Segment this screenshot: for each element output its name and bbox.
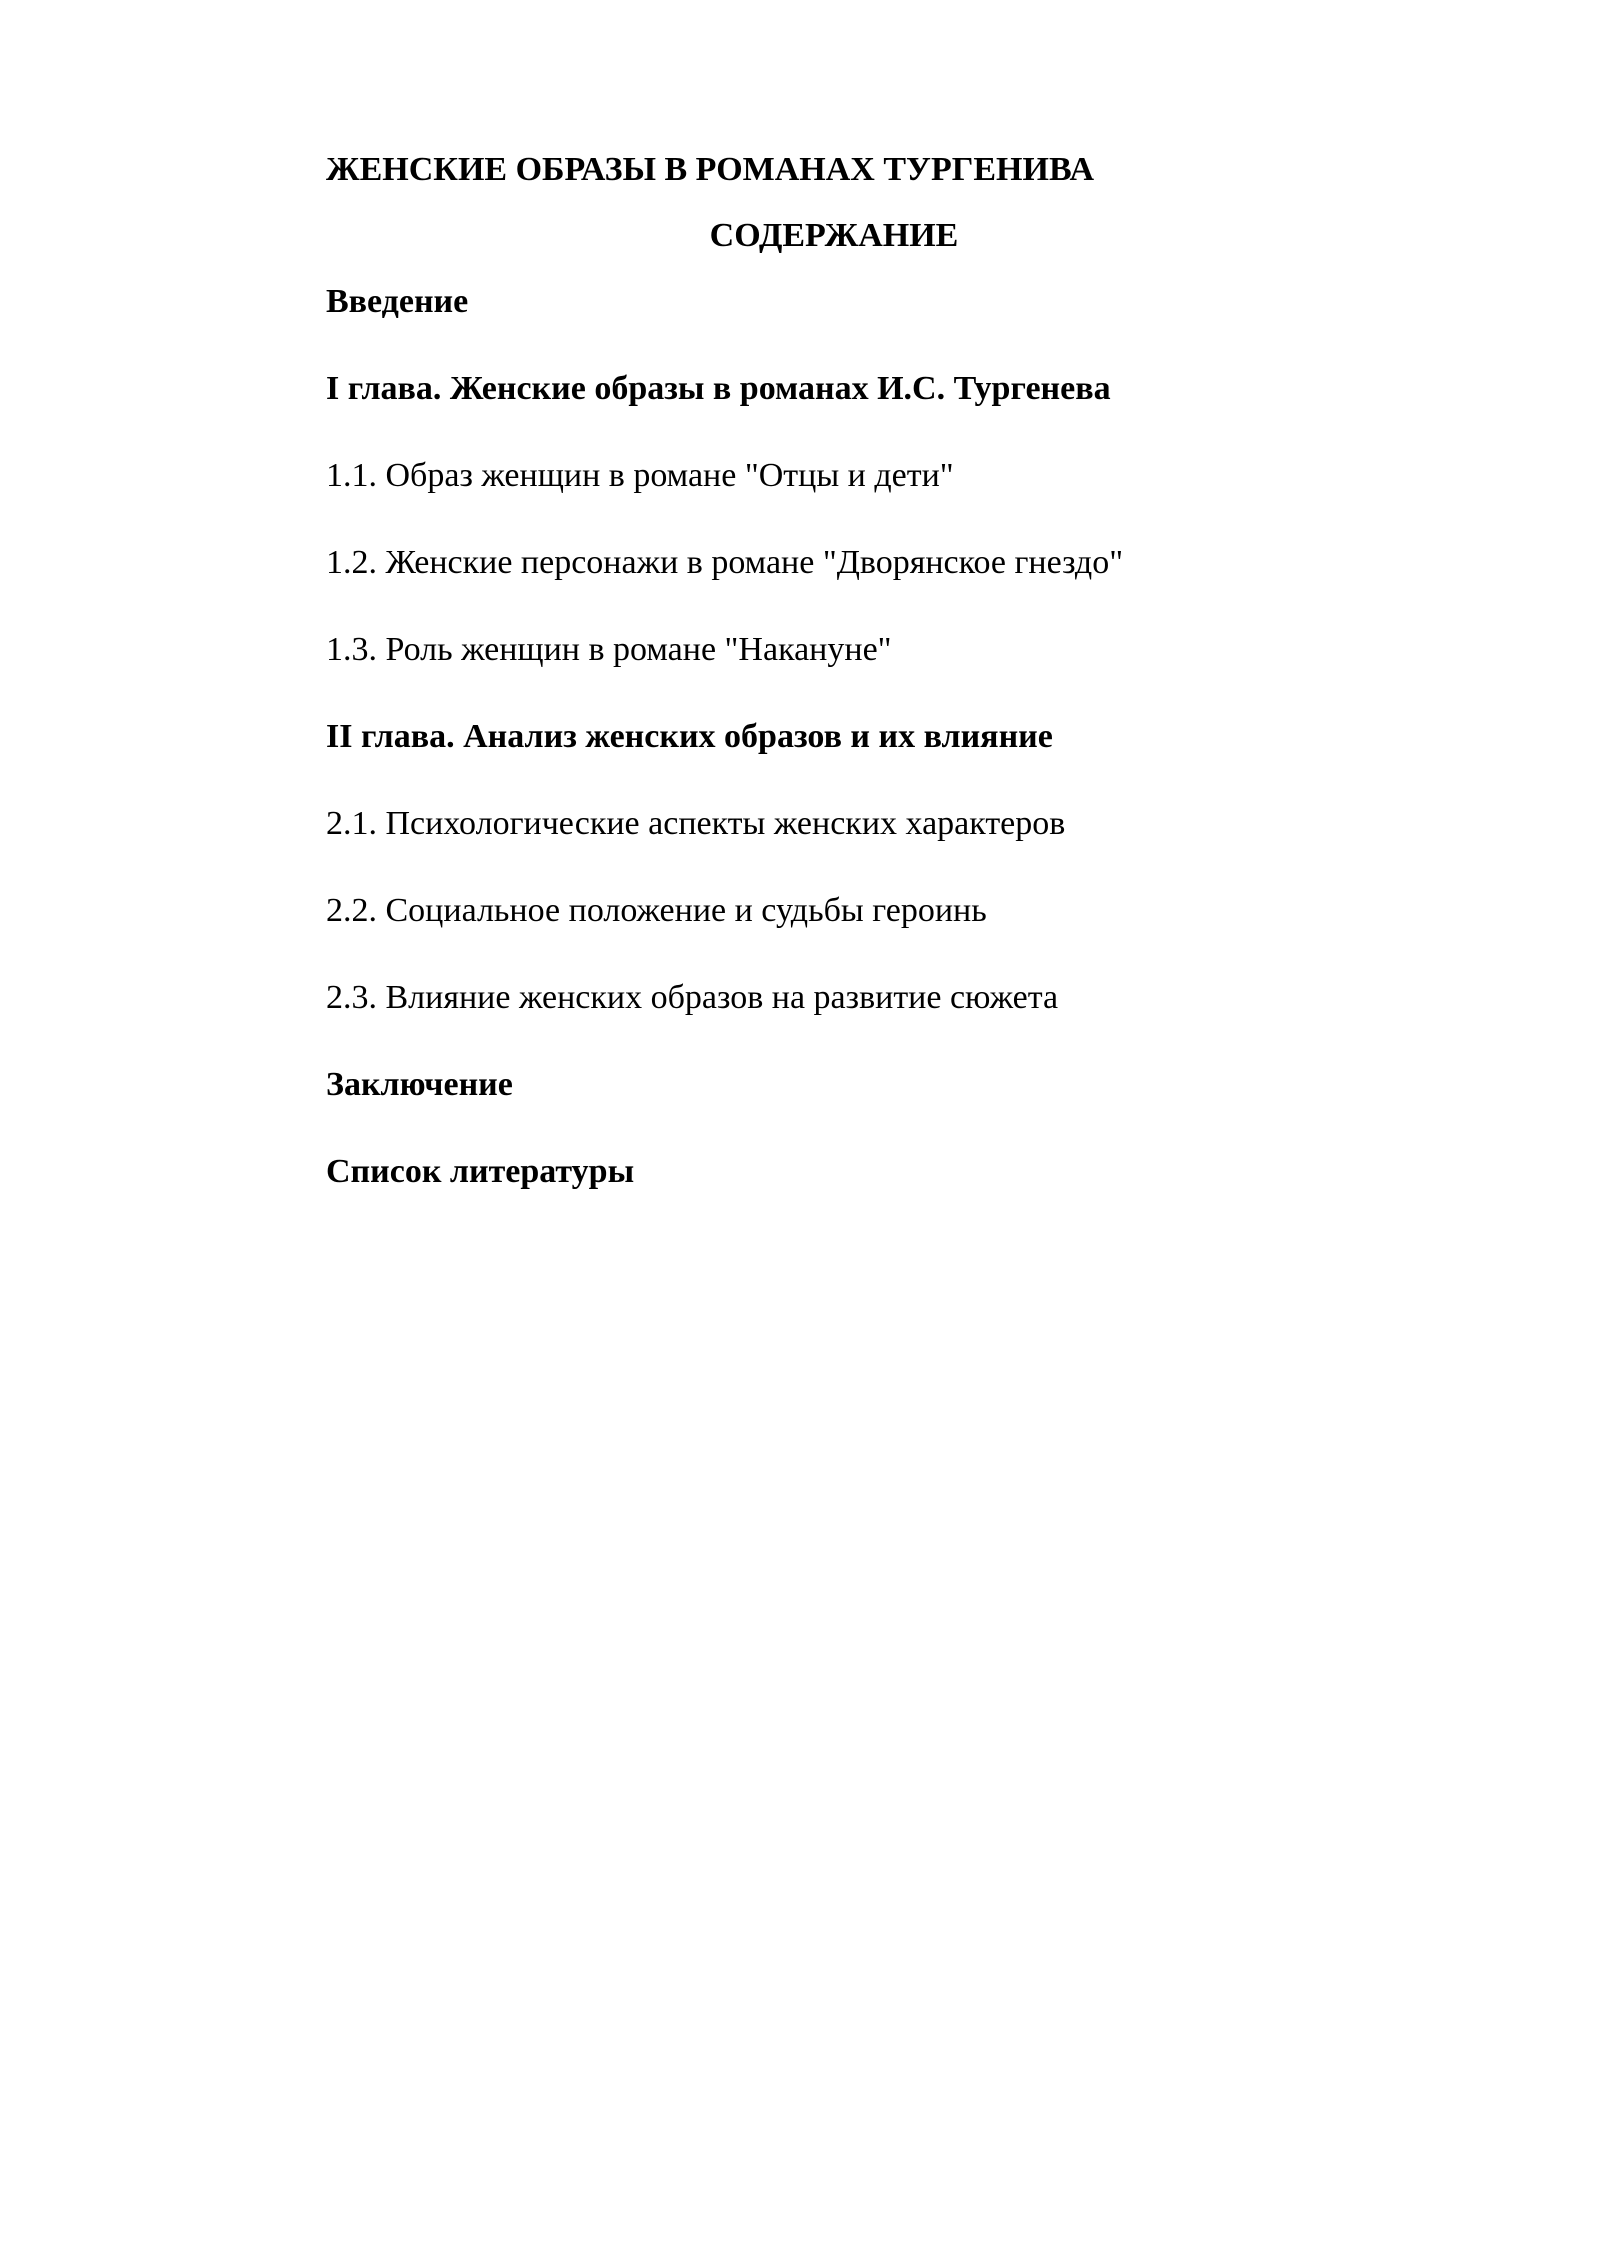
toc-item-bibliography: Список литературы bbox=[326, 1153, 635, 1190]
document-title: ЖЕНСКИЕ ОБРАЗЫ В РОМАНАХ ТУРГЕНИВА bbox=[326, 151, 1095, 188]
toc-item-conclusion: Заключение bbox=[326, 1066, 513, 1103]
toc-item-chapter-2: II глава. Анализ женских образов и их влияние bbox=[326, 718, 1053, 755]
toc-item-section-1-3: 1.3. Роль женщин в романе "Накануне" bbox=[326, 631, 892, 668]
table-of-contents bbox=[326, 282, 1123, 1239]
toc-item-section-1-1: 1.1. Образ женщин в романе "Отцы и дети" bbox=[326, 457, 954, 494]
toc-item-section-1-2: 1.2. Женские персонажи в романе "Дворянское гнездо" bbox=[326, 544, 1124, 581]
toc-item-section-2-1: 2.1. Психологические аспекты женских характеров bbox=[326, 805, 1066, 842]
toc-heading: СОДЕРЖАНИЕ bbox=[709, 217, 959, 254]
toc-item-introduction: Введение bbox=[326, 283, 469, 320]
toc-item-section-2-2: 2.2. Социальное положение и судьбы героинь bbox=[326, 892, 987, 929]
toc-item-chapter-1: I глава. Женские образы в романах И.С. Тургенева bbox=[326, 370, 1111, 407]
toc-item-section-2-3: 2.3. Влияние женских образов на развитие сюжета bbox=[326, 979, 1059, 1016]
